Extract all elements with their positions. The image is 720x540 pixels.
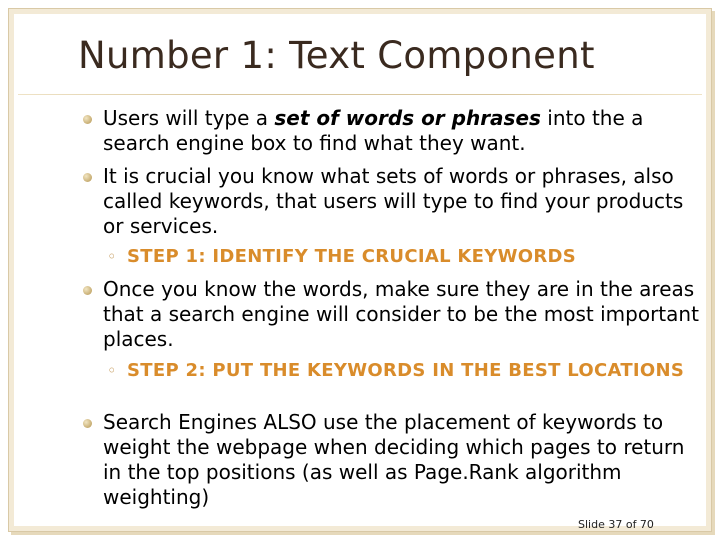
bullet-1-text-pre: Users will type a [103, 106, 275, 130]
sub-item-step-2 [107, 360, 687, 381]
sub-item-step-1-text: STEP 1: IDENTIFY THE CRUCIAL KEYWORDS [127, 246, 577, 267]
sub-bullet-icon: ◦ [107, 247, 117, 266]
bullet-3-text: Once you know the words, make sure they are in the areas that a search engine will consider to be the most important places. [103, 277, 699, 351]
sub-item-step-2-text: STEP 2: PUT THE KEYWORDS IN THE BEST LOCATIONS [127, 360, 685, 381]
title-divider [18, 94, 702, 95]
bullet-item-1 [103, 106, 703, 156]
bullet-icon [83, 286, 92, 295]
slide-title: Number 1: Text Component [78, 34, 595, 77]
bullet-icon [83, 419, 92, 428]
bullet-4-text: Search Engines ALSO use the placement of keywords to weight the webpage when deciding which pages to return in the top positions (as well as Page.Rank algorithm weighting) [103, 410, 685, 509]
bullet-2-text: It is crucial you know what sets of words or phrases, also called keywords, that users will type to find your products or services. [103, 164, 684, 238]
slide-number: Slide 37 of 70 [578, 518, 654, 531]
bullet-1-text-post: into the a search engine box to find what they want. [103, 106, 644, 155]
bullet-icon [83, 115, 92, 124]
sub-bullet-icon: ◦ [107, 361, 117, 380]
bullet-item-2 [103, 164, 703, 239]
bullet-1-emphasis: set of words or phrases [274, 106, 541, 130]
bullet-item-3 [103, 277, 703, 352]
sub-item-step-1 [107, 246, 687, 267]
bullet-icon [83, 173, 92, 182]
bullet-item-4 [103, 410, 703, 510]
